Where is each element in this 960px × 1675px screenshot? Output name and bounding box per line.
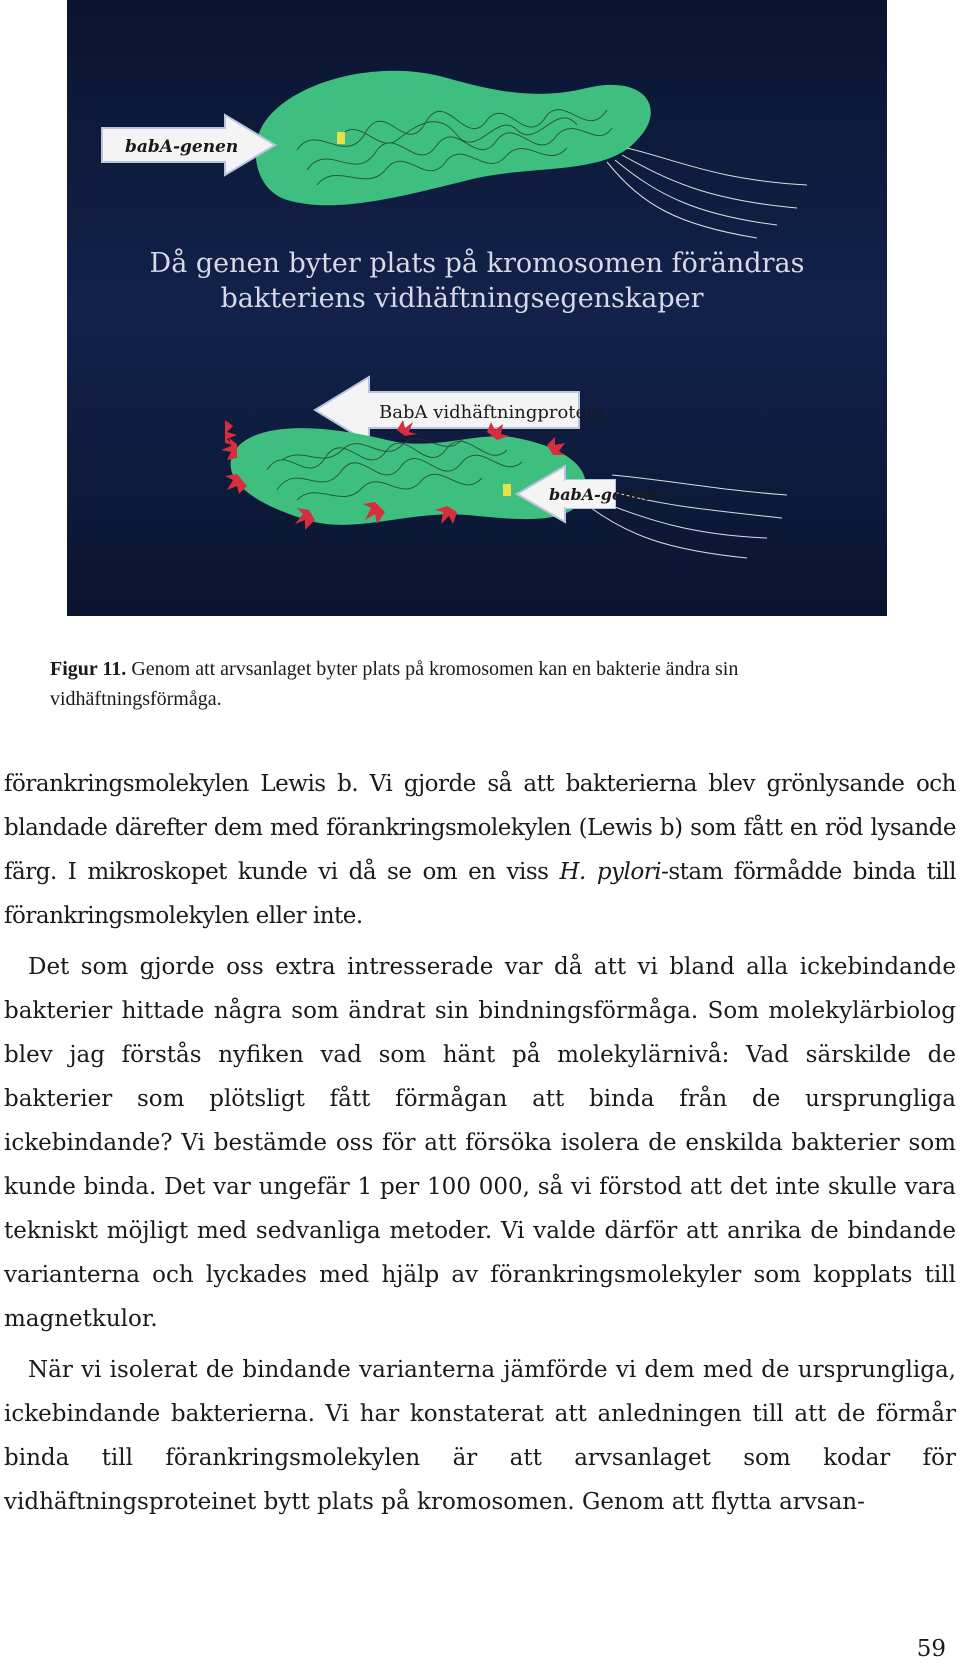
figure-caption — [50, 654, 910, 714]
figure-title-line-1: Då genen byter plats på kromosomen förändras — [149, 248, 805, 279]
top-gene-marker — [337, 132, 345, 144]
caption-label: Figur 11. — [50, 658, 127, 680]
protein-label: BabA vidhäftningprotein — [379, 402, 604, 423]
page-number: 59 — [916, 1636, 946, 1662]
species-name: H. pylori — [559, 859, 662, 885]
figure-title-line-2: bakteriens vidhäftningsegenskaper — [220, 283, 704, 314]
body-text — [4, 762, 956, 1531]
paragraph-1 — [4, 762, 956, 938]
paragraph-1-part-2: -stam förmådde binda till förankringsmolekylen eller inte. — [4, 859, 956, 929]
bottom-gene-label: babA-genen — [549, 485, 656, 504]
paragraph-1-part-1: förankringsmolekylen Lewis b. Vi gjorde så att bakterierna blev grönlysande och blandade därefter dem med förankringsmolekylen (Lewis b) som fått en röd lysande färg. I mikroskopet kunde vi då se om en viss — [4, 771, 956, 885]
top-gene-label: babA-genen — [125, 137, 239, 157]
caption-text: Genom att arvsanlaget byter plats på kromosomen kan en bakterie ändra sin vidhäftningsförmåga. — [50, 658, 739, 710]
paragraph-3: När vi isolerat de bindande varianterna jämförde vi dem med de ursprungliga, ickebindande bakterierna. Vi har konstaterat att anledningen till att de förmår binda till förankringsmolekylen är att arvsanlaget som kodar för vidhäftningsproteinet bytt plats på kromosomen. Genom att flytta arvsan- — [4, 1357, 956, 1515]
bacteria-figure — [67, 0, 887, 616]
bottom-gene-marker — [503, 484, 511, 496]
paragraph-2: Det som gjorde oss extra intresserade var då att vi bland alla ickebindande bakterier hittade några som ändrat sin bindningsförmåga. Som molekylärbiolog blev jag förstås nyfiken vad som hänt på molekylärnivå: Vad särskilde de bakterier som plötsligt fått förmågan att binda från de ursprungliga ickebindande? Vi bestämde oss för att försöka isolera de enskilda bakterier som kunde binda. Det var ungefär 1 per 100 000, så vi förstod att det inte skulle vara tekniskt möjligt med sedvanliga metoder. Vi valde därför att anrika de bindande varianterna och lyckades med hjälp av förankringsmolekyler som kopplats till magnetkulor. — [4, 954, 956, 1332]
